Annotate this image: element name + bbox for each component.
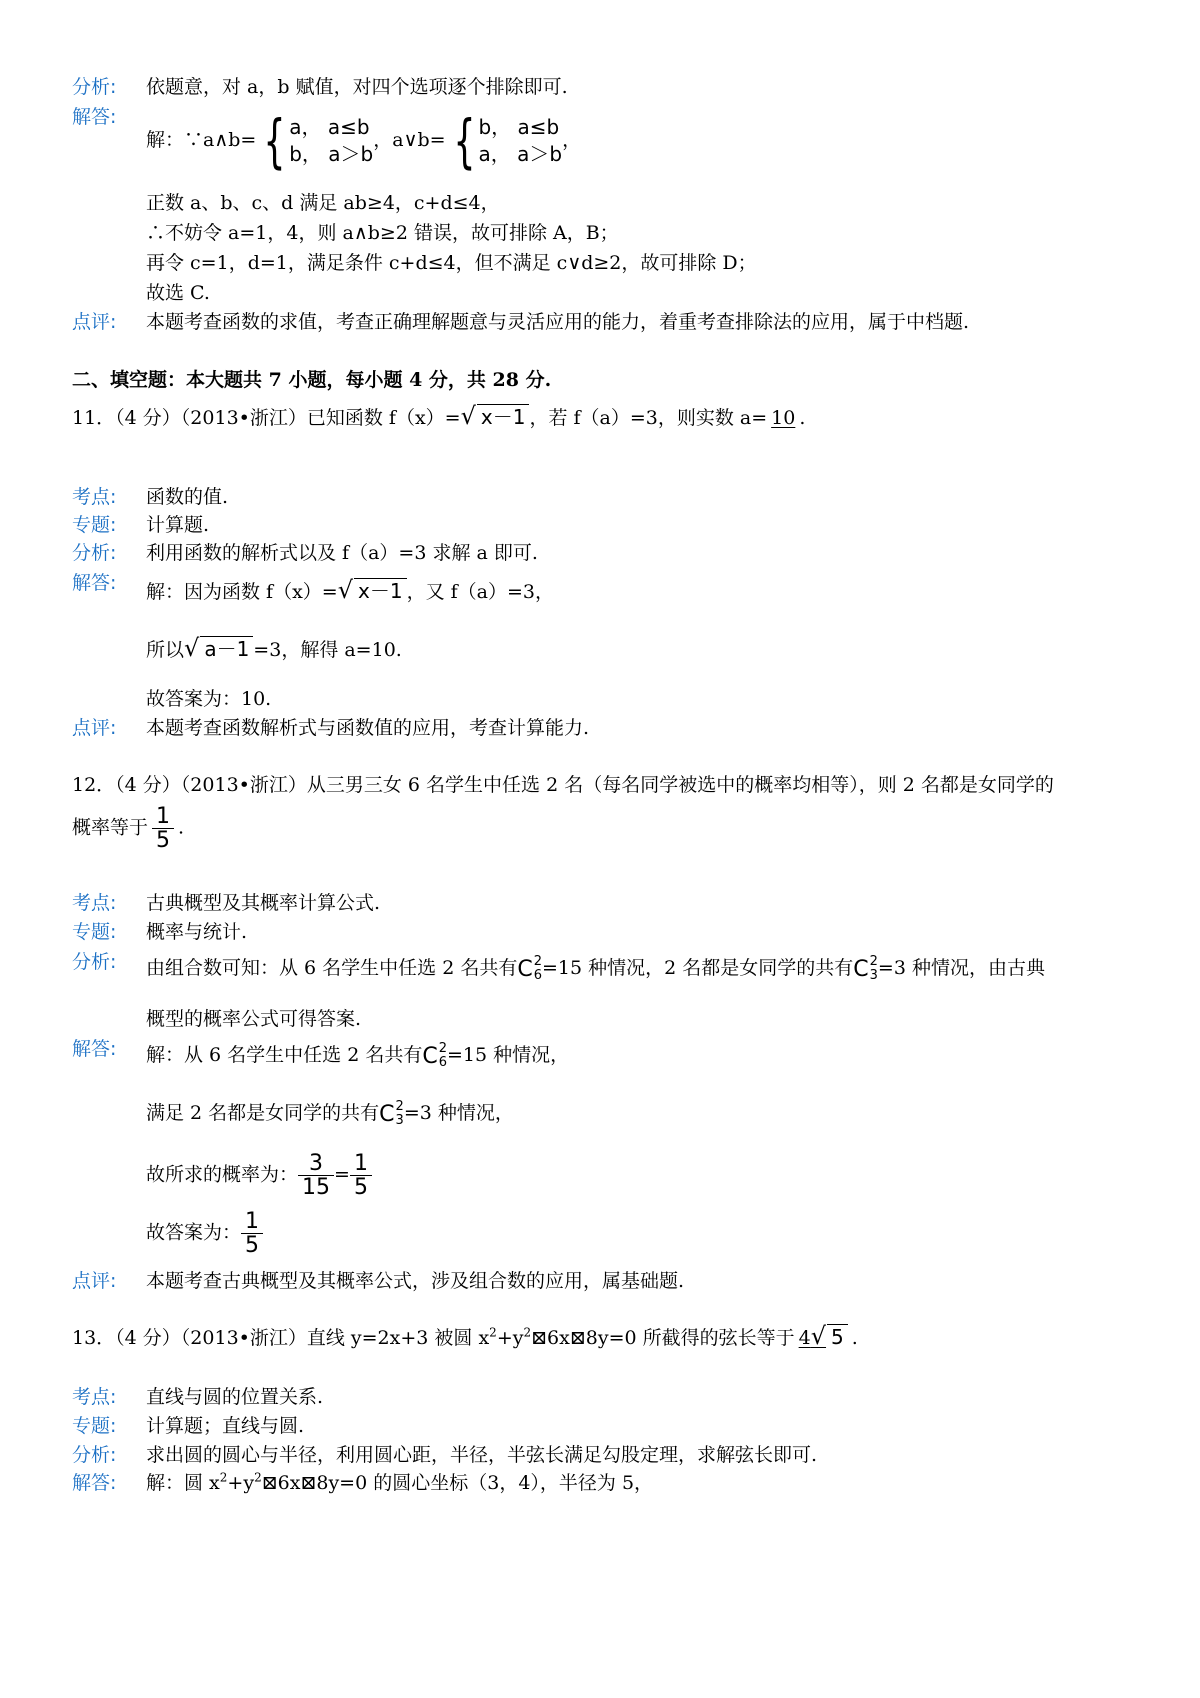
comb-bottom: 6 — [438, 1055, 447, 1070]
minus-glyph: ⊠ — [569, 1327, 586, 1349]
q12-answer-fraction — [154, 805, 172, 852]
q11-sol2-radicand: a－1 — [200, 636, 253, 661]
label-point: 考点: — [72, 486, 117, 508]
q13-sol-c: 6x — [277, 1472, 301, 1494]
label-topic: 专题: — [72, 921, 117, 943]
q11-topic: 计算题. — [146, 514, 210, 536]
q10-solution-line5: 故选 C. — [146, 282, 210, 304]
radical-sign: √ — [810, 1322, 827, 1350]
label-solution: 解答: — [72, 1472, 117, 1494]
minus-glyph: ⊠ — [300, 1472, 317, 1494]
q13-stem-c: 6x — [547, 1327, 570, 1349]
q11-stem-a: 11．（4 分）（2013•浙江）已知函数 f（x）= — [72, 407, 461, 429]
label-point: 考点: — [72, 892, 117, 914]
combination-c32 — [379, 1100, 404, 1129]
q10-analysis: 依题意，对 a，b 赋值，对四个选项逐个排除即可. — [146, 76, 568, 98]
q10-solution-line3: ∴不妨令 a=1，4，则 a∧b≥2 错误，故可排除 A，B； — [146, 222, 619, 244]
minus-glyph: ⊠ — [261, 1472, 278, 1494]
q11-analysis: 利用函数的解析式以及 f（a）=3 求解 a 即可. — [146, 542, 538, 564]
q12-point: 古典概型及其概率计算公式. — [146, 892, 381, 914]
label-comment: 点评: — [72, 717, 117, 739]
q11-sol2-a: 所以 — [146, 639, 185, 661]
fraction-numerator: 1 — [156, 804, 171, 829]
q12-comment: 本题考查古典概型及其概率公式，涉及组合数的应用，属基础题. — [146, 1270, 685, 1292]
exponent: 2 — [523, 1325, 532, 1340]
q12-solution-line2 — [146, 1098, 514, 1128]
q10-sol-prefix: 解：∵a∧b= — [146, 129, 257, 151]
q10-solution-line2: 正数 a、b、c、d 满足 ab≥4，c+d≤4， — [146, 192, 500, 214]
label-analysis: 分析: — [72, 542, 117, 564]
label-solution: 解答: — [72, 1038, 117, 1060]
comb-c: C — [422, 1043, 438, 1069]
label-analysis: 分析: — [72, 951, 117, 973]
comb-bottom: 3 — [869, 968, 878, 983]
q10-sol-mid: ，a∨b= — [373, 129, 446, 151]
q12-sol3: 故所求的概率为： — [146, 1163, 299, 1186]
q12-analysis-line2: 概型的概率公式可得答案. — [146, 1008, 362, 1030]
q12-topic: 概率与统计. — [146, 921, 248, 943]
q13-analysis: 求出圆的圆心与半径，利用圆心距，半径，半弦长满足勾股定理，求解弦长即可. — [146, 1444, 818, 1466]
comb-bottom: 3 — [395, 1113, 404, 1128]
fraction-3-15 — [300, 1152, 332, 1199]
q13-stem-end: . — [851, 1327, 858, 1349]
label-analysis: 分析: — [72, 1444, 117, 1466]
fraction-numerator: 1 — [353, 1151, 368, 1176]
comb-top: 2 — [438, 1040, 447, 1056]
q10-sol-suffix: ， — [562, 129, 582, 151]
q12-stem-end: . — [178, 816, 185, 839]
q11-stem — [72, 402, 805, 430]
q10-comment: 本题考查函数的求值，考查正确理解题意与灵活应用的能力，着重考查排除法的应用，属于中档题. — [146, 311, 970, 333]
q12-stem-line2 — [72, 805, 184, 852]
q11-stem-end: . — [799, 407, 806, 429]
comb-top: 2 — [533, 953, 542, 969]
q11-solution-line3: 故答案为：10. — [146, 688, 272, 710]
q11-sol2-b: =3 — [253, 639, 282, 661]
q13-sol-b: +y — [227, 1472, 255, 1494]
label-solution: 解答: — [72, 572, 117, 594]
q11-point: 函数的值. — [146, 486, 229, 508]
label-topic: 专题: — [72, 1415, 117, 1437]
fraction-numerator: 1 — [245, 1209, 260, 1234]
fraction-denominator: 5 — [156, 828, 171, 854]
q11-solution-line1 — [146, 576, 554, 604]
q10-case-b2: a， a＞b — [478, 142, 563, 166]
q13-solution-line1 — [146, 1468, 653, 1495]
q13-answer — [795, 1322, 852, 1350]
q12-answer — [148, 805, 178, 852]
exponent: 2 — [489, 1325, 497, 1340]
comb-c: C — [379, 1101, 395, 1127]
q12-sol2-a: 满足 2 名都是女同学的共有 — [146, 1102, 380, 1124]
q12-solution-line3 — [146, 1152, 372, 1199]
q12-analysis-line1 — [146, 953, 1045, 983]
label-solution: 解答: — [72, 106, 117, 128]
q12-an1-a: 由组合数可知：从 6 名学生中任选 2 名共有 — [146, 957, 518, 979]
q12-sol1-a: 解：从 6 名学生中任选 2 名共有 — [146, 1044, 423, 1066]
q12-stem-line1: 12．（4 分）（2013•浙江）从三男三女 6 名学生中任选 2 名（每名同学被选中的概率均相等），则 2 名都是女同学的 — [72, 774, 1054, 796]
radical-sign: √ — [184, 634, 200, 662]
q12-an1-b: =15 种情况，2 名都是女同学的共有 — [542, 957, 854, 979]
q13-stem-b: +y — [496, 1327, 524, 1349]
q11-sol1-b: ，又 f（a）=3， — [406, 581, 554, 603]
label-analysis: 分析: — [72, 76, 117, 98]
q11-sol1-radicand: x－1 — [354, 578, 407, 603]
q12-an1-c: =3 种情况，由古典 — [877, 957, 1045, 979]
combination-c62 — [422, 1042, 447, 1071]
q10-case-a1: a， a≤b — [289, 115, 370, 139]
q13-stem-d: 8y=0 所截得的弦长等于 — [585, 1327, 795, 1349]
radical-sign: √ — [337, 576, 354, 604]
q11-sol2-c: ，解得 a=10. — [281, 639, 402, 661]
q11-radicand: x－1 — [477, 404, 530, 429]
q13-sol-a: 解：圆 x — [146, 1472, 220, 1494]
q12-sol1-b: =15 种情况， — [447, 1044, 570, 1066]
q10-piecewise-and: { a， a≤b b， a＞b — [263, 107, 374, 175]
q13-stem — [72, 1322, 858, 1350]
q13-topic: 计算题；直线与圆. — [146, 1415, 305, 1437]
exponent: 2 — [219, 1470, 228, 1485]
fraction-denominator: 5 — [353, 1175, 368, 1201]
minus-glyph: ⊠ — [531, 1327, 548, 1349]
q12-solution-line1 — [146, 1040, 569, 1070]
label-point: 考点: — [72, 1386, 117, 1408]
combination-c32 — [853, 955, 878, 984]
label-topic: 专题: — [72, 514, 117, 536]
q12-sol2-b: =3 种情况， — [403, 1102, 514, 1124]
q10-case-b1: b， a≤b — [478, 115, 560, 139]
comb-c: C — [517, 956, 533, 982]
q13-sol-d: 8y=0 的圆心坐标（3，4），半径为 5， — [316, 1472, 654, 1494]
fraction-1-5 — [352, 1152, 370, 1199]
fraction-denominator: 15 — [302, 1175, 331, 1201]
fraction-numerator: 3 — [309, 1151, 324, 1176]
exponent: 2 — [254, 1470, 262, 1485]
q13-answer-coef: 4 — [798, 1327, 811, 1349]
comb-top: 2 — [395, 1098, 404, 1114]
comb-bottom: 6 — [533, 968, 542, 983]
q13-answer-radicand: 5 — [827, 1324, 848, 1349]
comb-c: C — [853, 956, 869, 982]
q12-sol4: 故答案为： — [146, 1221, 242, 1244]
q11-sol1-a: 解：因为函数 f（x）= — [146, 581, 338, 603]
q12-stem2: 概率等于 — [72, 816, 149, 839]
comb-top: 2 — [869, 953, 878, 969]
q11-answer: 10 — [771, 407, 796, 429]
q13-stem-a: 13．（4 分）（2013•浙江）直线 y=2x+3 被圆 x — [72, 1327, 490, 1349]
q11-comment: 本题考查函数解析式与函数值的应用，考查计算能力. — [146, 717, 590, 739]
radical-sign: √ — [460, 402, 476, 430]
q10-solution-line1 — [146, 107, 582, 175]
fraction-1-5 — [243, 1210, 261, 1257]
q10-solution-line4: 再令 c=1，d=1，满足条件 c+d≤4，但不满足 c∨d≥2，故可排除 D； — [146, 252, 757, 274]
q10-piecewise-or: { b， a≤b a， a＞b — [452, 107, 563, 175]
equals-sign: = — [334, 1163, 350, 1186]
label-comment: 点评: — [72, 1270, 117, 1292]
q13-point: 直线与圆的位置关系. — [146, 1386, 324, 1408]
q11-stem-b: ，若 f（a）=3，则实数 a= — [529, 407, 768, 429]
q10-case-a2: b， a＞b — [289, 142, 374, 166]
combination-c62 — [517, 955, 542, 984]
section-heading: 二、填空题：本大题共 7 小题，每小题 4 分，共 28 分. — [72, 369, 552, 391]
q11-solution-line2 — [146, 634, 402, 662]
fraction-denominator: 5 — [245, 1233, 260, 1259]
q12-solution-line4 — [146, 1210, 263, 1257]
label-comment: 点评: — [72, 311, 117, 333]
